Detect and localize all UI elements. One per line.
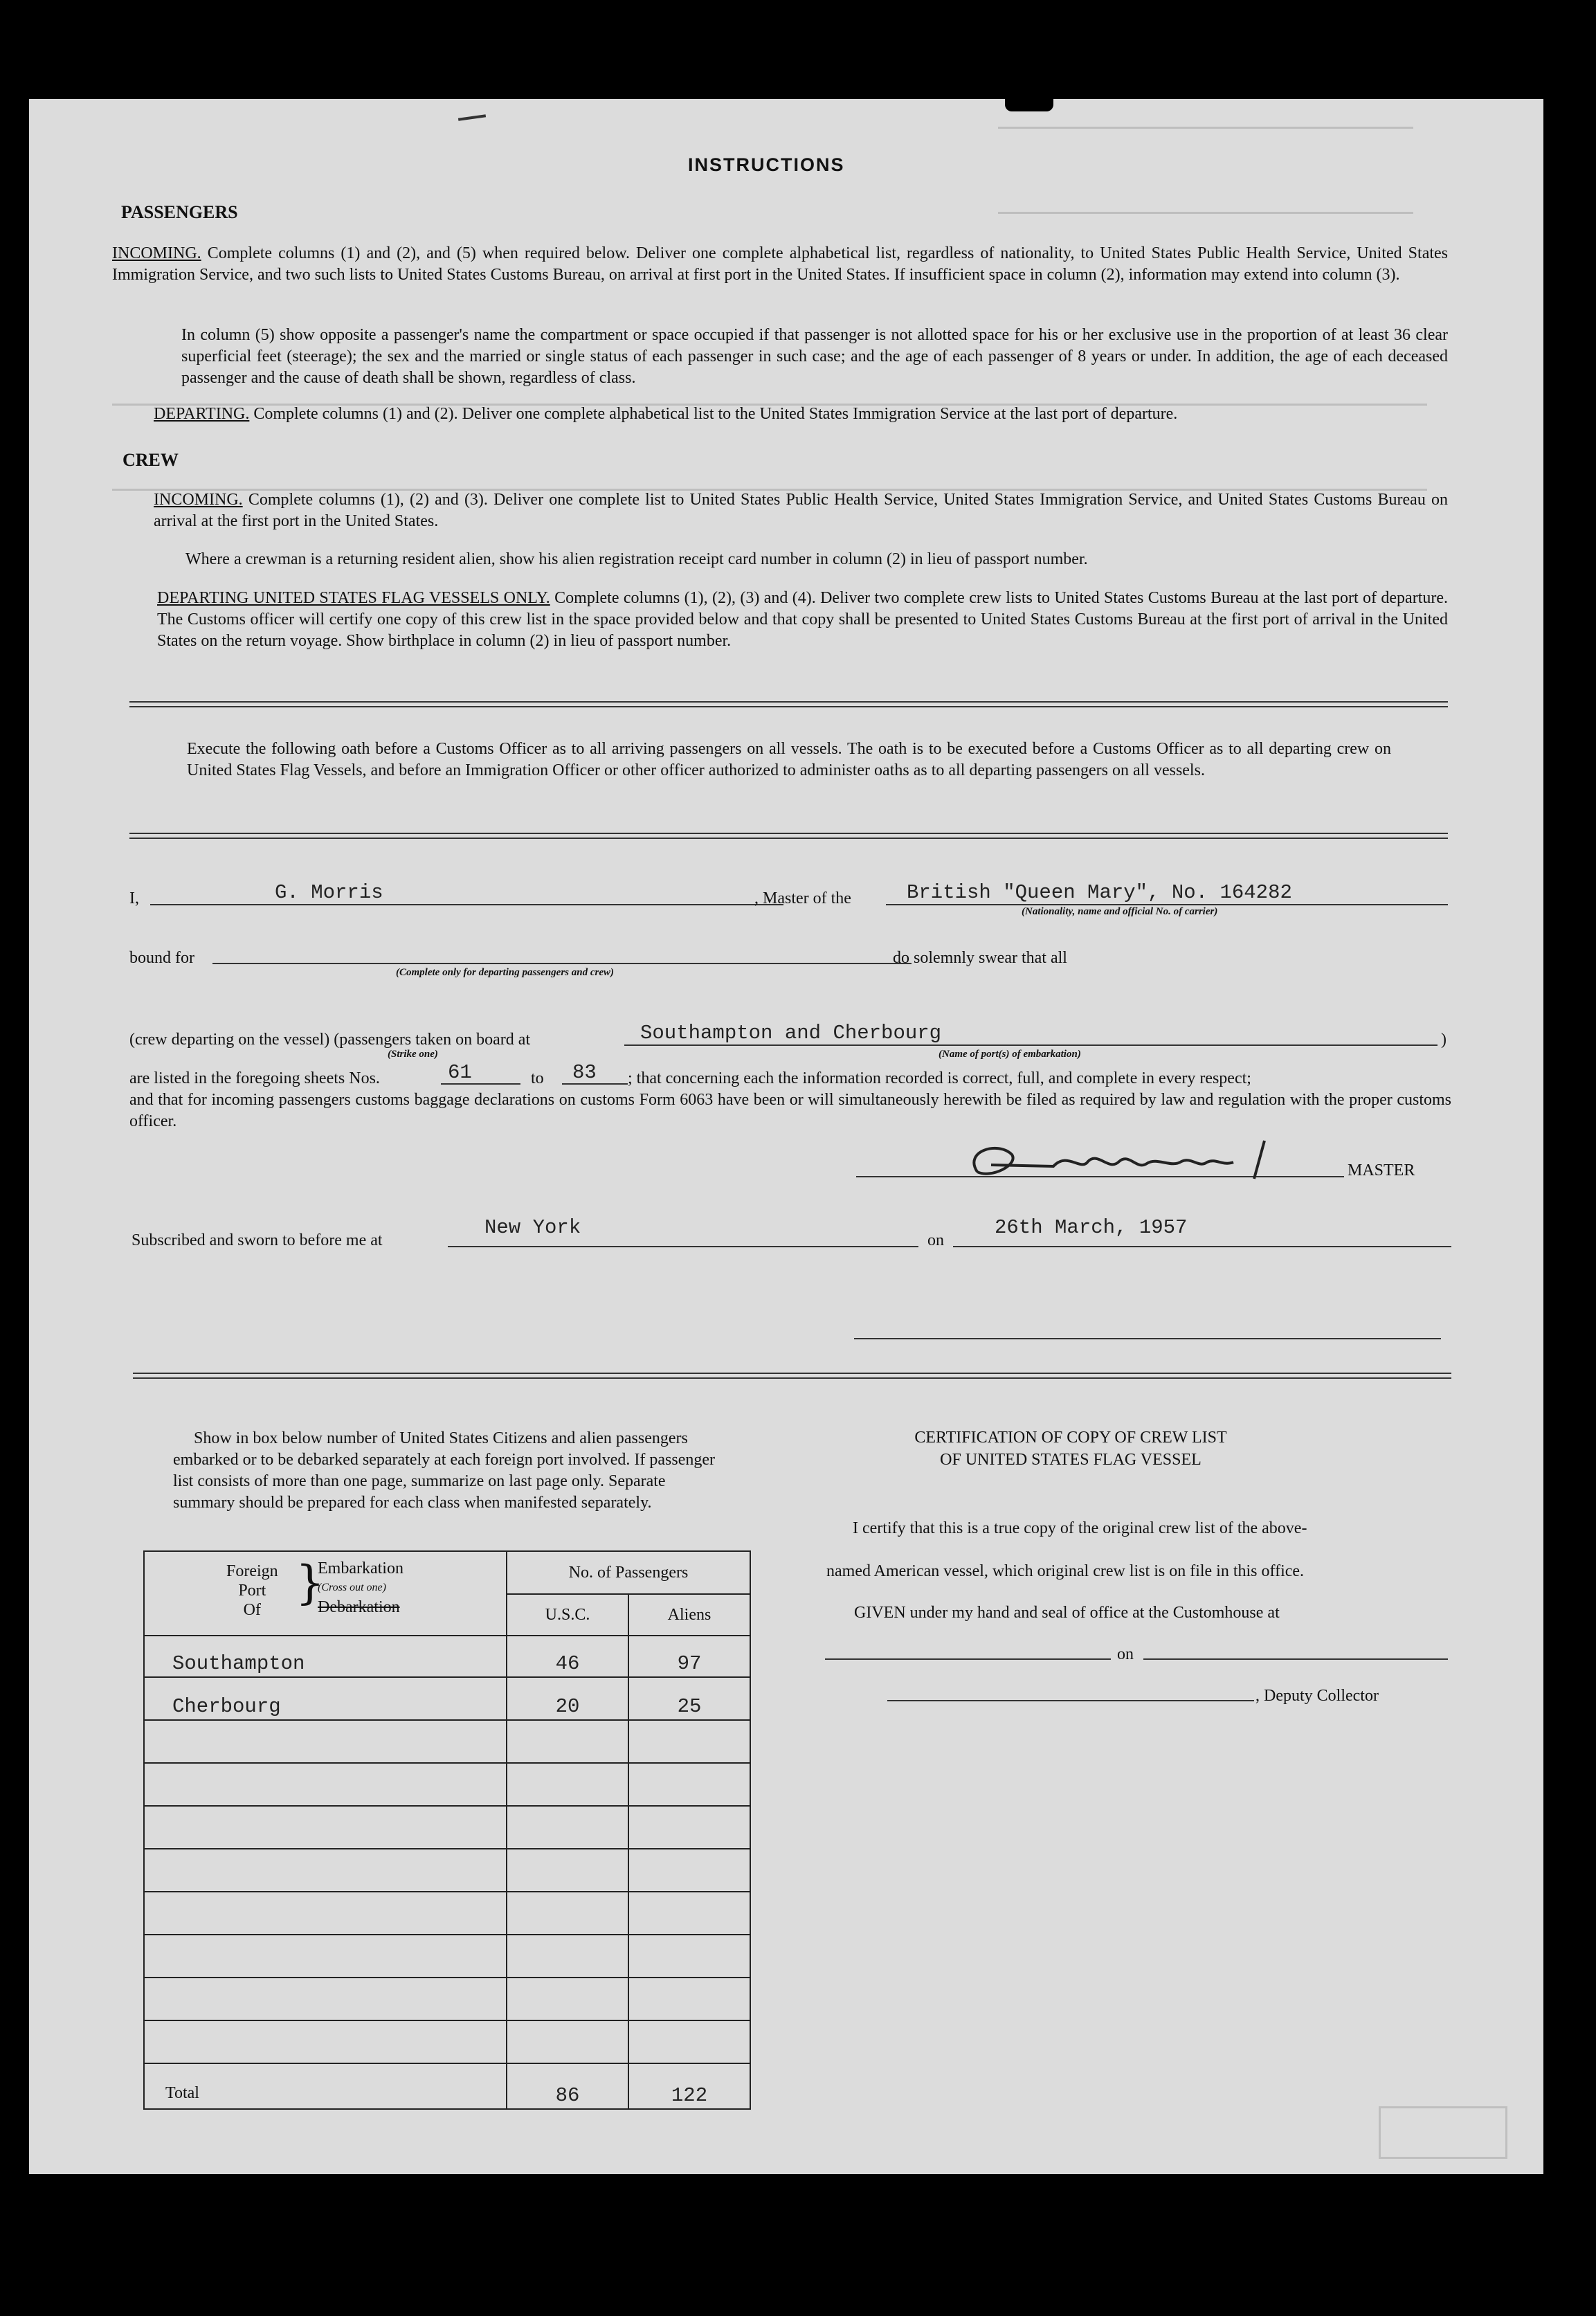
vessel-line: [886, 904, 1448, 905]
passengers-heading: PASSENGERS: [121, 202, 238, 222]
port-cell: [144, 2020, 507, 2063]
table-row: [144, 1935, 750, 1978]
table-row: [144, 1636, 750, 1677]
aliens-cell: [628, 1806, 750, 1849]
certification-text-line1: I certify that this is a true copy of the original crew list of the above-: [853, 1519, 1307, 1537]
foreign-label: Foreign: [226, 1562, 278, 1580]
aliens-cell: [628, 1677, 750, 1720]
customhouse-line: [825, 1658, 1111, 1660]
aliens-cell: [628, 1978, 750, 2020]
table-row: [144, 1978, 750, 2020]
deputy-collector-line: [887, 1700, 1254, 1701]
usc-cell: [507, 1892, 628, 1935]
crew-heading: CREW: [123, 450, 179, 470]
passengers-departing-label: DEPARTING.: [154, 405, 250, 423]
aliens-cell: [628, 1763, 750, 1806]
port-cell-value: Cherbourg: [172, 1695, 281, 1718]
usc-cell: [507, 1720, 628, 1763]
listed-text: ; that concerning each the information recorded is correct, full, and complete in every respect;: [628, 1069, 1251, 1087]
master-signature: [950, 1137, 1309, 1186]
master-label: MASTER: [1348, 1161, 1415, 1179]
total-aliens: 122: [671, 2084, 708, 2107]
passengers-incoming-text: Complete columns (1) and (2), and (5) when required below. Deliver one complete alphabetical list, regardless of nationality, to United States Public Health Service, United States Immigration Service, and two such lists to United States Customs Bureau, on arrival at first port in the United States. If insufficient space in column (2), information may extend into column (3).: [112, 244, 1449, 284]
port-cell: [144, 1849, 507, 1892]
summary-instructions: Show in box below number of United States Citizens and alien passengers embarked or to be debarked separately at each foreign port involved. If passenger list consists of more than one page, summarize on last page only. Separate summary should be prepared for each class when manifested separately.: [173, 1429, 715, 1512]
port-label: Port: [238, 1582, 266, 1600]
bound-for-caption: (Complete only for departing passengers and crew): [396, 967, 614, 978]
aliens-cell-value: 25: [677, 1695, 702, 1718]
vessel-caption: (Nationality, name and official No. of carrier): [1022, 906, 1218, 917]
usc-cell: [507, 1763, 628, 1806]
deputy-collector-label: , Deputy Collector: [1255, 1687, 1379, 1705]
usc-cell: [507, 1978, 628, 2020]
crew-passengers-label: (crew departing on the vessel) (passengers taken on board at: [129, 1031, 531, 1049]
debarkation-label: Debarkation: [318, 1598, 400, 1616]
usc-cell: [507, 1806, 628, 1849]
crew-incoming-paragraph: [154, 489, 1448, 532]
table-row: [144, 1720, 750, 1763]
certification-title: [790, 1427, 1351, 1471]
sworn-on-label: on: [927, 1231, 944, 1249]
table-row: [144, 1806, 750, 1849]
crew-incoming-text: Complete columns (1), (2) and (3). Deliver one complete list to United States Public Health Service, United States Immigration Service, and United States Customs Bureau on arrival at the first port in the United States.: [154, 491, 1449, 530]
usc-cell-value: 20: [555, 1695, 580, 1718]
master-name-line: [150, 904, 783, 905]
ports-line: [624, 1044, 1438, 1046]
strike-one-caption: (Strike one): [388, 1049, 438, 1060]
port-cell: [144, 1978, 507, 2020]
table-row: [144, 1763, 750, 1806]
table-row: [144, 1892, 750, 1935]
total-label-cell: [144, 2063, 507, 2109]
bound-for-line: [212, 963, 912, 964]
crew-incoming-label: INCOMING.: [154, 491, 243, 509]
divider-2: [129, 833, 1448, 839]
table-body: [144, 1636, 750, 2063]
port-cell: [144, 1636, 507, 1677]
port-cell: [144, 1806, 507, 1849]
passengers-incoming-paragraph: [112, 243, 1448, 286]
divider-3: [133, 1373, 1451, 1379]
aliens-cell: [628, 1935, 750, 1978]
usc-cell: [507, 1849, 628, 1892]
cross-out-caption: (Cross out one): [318, 1582, 386, 1593]
sheet-to-value: 83: [572, 1061, 597, 1084]
to-label: to: [531, 1069, 544, 1087]
passengers-column5-paragraph: In column (5) show opposite a passenger's name the compartment or space occupied if that passenger is not allotted space for his or her exclusive use in the proportion of at least 36 clear superficial feet (steerage); the sex and the married or single status of each passenger in such case; and the age of each passenger of 8 years or under. In addition, the age of each deceased passenger and the cause of death shall be shown, regardless of class.: [181, 326, 1448, 387]
certification-date-line: [1143, 1658, 1448, 1660]
crew-departing-flag-label: DEPARTING UNITED STATES FLAG VESSELS ONLY.: [157, 589, 550, 607]
crew-resident-paragraph: Where a crewman is a returning resident alien, show his alien registration receipt card number in column (2) in lieu of passport number.: [185, 550, 1088, 568]
brace-icon: }: [296, 1556, 325, 1609]
total-aliens-cell: [628, 2063, 750, 2109]
usc-cell-value: 46: [555, 1652, 580, 1675]
passengers-incoming-label: INCOMING.: [112, 244, 201, 262]
aliens-header-cell: [628, 1594, 750, 1636]
passenger-summary-table: [143, 1550, 751, 2110]
master-name-value: G. Morris: [275, 881, 383, 904]
passengers-departing-text: Complete columns (1) and (2). Deliver one complete alphabetical list to the United States Immigration Service at the last port of departure.: [253, 405, 1178, 423]
total-usc-cell: [507, 2063, 628, 2109]
ports-close-paren: ): [1441, 1031, 1447, 1049]
aliens-cell-value: 97: [677, 1652, 702, 1675]
listed-label: are listed in the foregoing sheets Nos.: [129, 1069, 380, 1087]
aliens-cell: [628, 1720, 750, 1763]
crew-departing-flag-paragraph: [157, 588, 1448, 652]
certification-on-label: on: [1117, 1645, 1134, 1663]
oath-i-label: I,: [129, 889, 139, 907]
aliens-cell: [628, 1636, 750, 1677]
port-cell: [144, 1763, 507, 1806]
total-label: Total: [165, 2084, 199, 2102]
subscribed-label: Subscribed and sworn to before me at: [132, 1231, 383, 1249]
aliens-header: Aliens: [667, 1605, 711, 1624]
certification-given-text: GIVEN under my hand and seal of office at the Customhouse at: [854, 1604, 1280, 1622]
oath-intro-paragraph: Execute the following oath before a Customs Officer as to all arriving passengers on all vessels. The oath is to be executed before a Customs Officer as to all departing crew on United States Flag Vessels, and before an Immigration Officer or other officer authorized to administer oaths as to all departing passengers on all vessels.: [187, 740, 1391, 779]
embarkation-label: Embarkation: [318, 1559, 403, 1577]
certification-title-line1: CERTIFICATION OF COPY OF CREW LIST: [914, 1429, 1227, 1447]
sworn-date-line: [953, 1246, 1451, 1247]
port-cell: [144, 1720, 507, 1763]
usc-header: U.S.C.: [545, 1605, 590, 1624]
sworn-date-value: 26th March, 1957: [995, 1216, 1188, 1239]
sworn-place-value: New York: [484, 1216, 581, 1239]
paper-tear: [1005, 99, 1053, 111]
officer-signature-line: [854, 1338, 1441, 1339]
port-cell: [144, 1935, 507, 1978]
crew-departing-flag-text: Complete columns (1), (2), (3) and (4). Deliver two complete crew lists to United States Customs Bureau at the last port of departure. The Customs officer will certify one copy of this crew list in the space provided below and that copy shall be presented to United States Customs Bureau at the first port of arrival in the United States on the return voyage. Show birthplace in column (2) in lieu of passport number.: [157, 589, 1449, 650]
document-page: [29, 99, 1543, 2174]
total-usc: 86: [555, 2084, 580, 2107]
sworn-place-line: [448, 1246, 918, 1247]
sheet-from-value: 61: [448, 1061, 472, 1084]
swear-text: do solemnly swear that all: [893, 949, 1067, 967]
table-row: [144, 1677, 750, 1720]
usc-cell: [507, 1636, 628, 1677]
certification-title-line2: OF UNITED STATES FLAG VESSEL: [940, 1451, 1201, 1469]
customs-text: and that for incoming passengers customs baggage declarations on customs Form 6063 have been or will simultaneously herewith be filed as required by law and regulation with the proper customs officer.: [129, 1091, 1451, 1130]
port-cell: [144, 1677, 507, 1720]
total-row: [144, 2063, 750, 2109]
ports-caption: (Name of port(s) of embarkation): [938, 1049, 1081, 1060]
passengers-header: No. of Passengers: [568, 1563, 689, 1582]
port-cell-value: Southampton: [172, 1652, 305, 1675]
ports-value: Southampton and Cherbourg: [640, 1022, 942, 1044]
certification-text-line2: named American vessel, which original crew list is on file in this office.: [826, 1562, 1305, 1580]
vessel-value: British "Queen Mary", No. 164282: [907, 881, 1292, 904]
page-title: INSTRUCTIONS: [688, 154, 845, 175]
passengers-header-cell: [507, 1551, 750, 1594]
port-header-cell: [144, 1551, 507, 1636]
usc-cell: [507, 1935, 628, 1978]
table-row: [144, 1849, 750, 1892]
master-of-label: , Master of the: [754, 889, 851, 907]
bound-for-label: bound for: [129, 949, 194, 967]
of-label: Of: [243, 1601, 261, 1619]
aliens-cell: [628, 1892, 750, 1935]
divider-1: [129, 701, 1448, 707]
table-row: [144, 2020, 750, 2063]
port-cell: [144, 1892, 507, 1935]
usc-header-cell: [507, 1594, 628, 1636]
passengers-departing-paragraph: [154, 404, 1448, 425]
usc-cell: [507, 2020, 628, 2063]
usc-cell: [507, 1677, 628, 1720]
aliens-cell: [628, 1849, 750, 1892]
aliens-cell: [628, 2020, 750, 2063]
